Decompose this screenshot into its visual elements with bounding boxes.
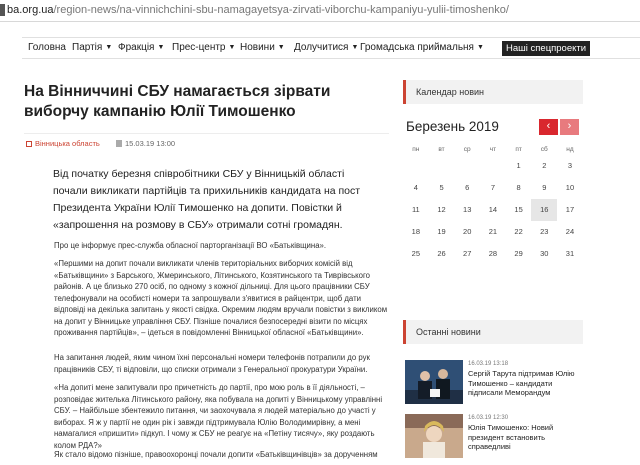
calendar-day[interactable]: 17 [565, 205, 575, 214]
category-icon [26, 141, 32, 147]
calendar-day[interactable]: 22 [514, 227, 523, 236]
calendar-day[interactable]: 1 [516, 161, 521, 170]
calendar-day[interactable]: 7 [490, 183, 495, 192]
calendar-week-row [403, 177, 583, 199]
chevron-down-icon: ▼ [105, 44, 113, 51]
nav-special-projects[interactable]: Наші спецпроекти [502, 41, 590, 56]
chevron-down-icon: ▼ [351, 44, 359, 51]
calendar-day[interactable]: 28 [488, 249, 498, 258]
calendar-day[interactable]: 29 [514, 249, 523, 258]
chevron-down-icon: ▼ [277, 44, 285, 51]
calendar-day[interactable]: 18 [411, 227, 421, 236]
calendar-empty-cell [403, 155, 429, 177]
calendar-day[interactable]: 9 [542, 183, 547, 192]
article-paragraph: Як стало відомо пізніше, правоохоронці почали допити «Батьківщинівців» за дорученням [54, 450, 378, 459]
news-item[interactable] [405, 414, 585, 464]
calendar-day[interactable]: 23 [540, 227, 549, 236]
address-text[interactable] [7, 4, 509, 16]
calendar-day[interactable]: 24 [565, 227, 575, 236]
calendar-week-row [403, 243, 583, 265]
nav-item-home[interactable] [28, 42, 66, 53]
calendar-day[interactable]: 21 [488, 227, 498, 236]
calendar-day[interactable]: 6 [465, 183, 470, 192]
news-headline[interactable]: Сергій Тарута підтримав Юлію Тимошенко – кандидати підписали Меморандум [468, 369, 575, 397]
calendar-day[interactable]: 13 [463, 205, 472, 214]
calendar-prev-button[interactable]: ‹ [539, 119, 558, 135]
article-title: На Вінниччині СБУ намагається зірвати виборчу кампанію Юлії Тимошенко [24, 83, 331, 120]
calendar-icon [116, 140, 122, 147]
calendar-day[interactable]: 8 [516, 183, 521, 192]
nav-item-public-reception[interactable] [360, 42, 484, 53]
calendar-widget-title: Календар новин [403, 80, 583, 104]
calendar-empty-cell [454, 155, 480, 177]
calendar-weekday: нд [566, 146, 574, 153]
nav-item-party[interactable] [72, 42, 112, 53]
nav-item-faction[interactable] [118, 42, 164, 53]
calendar-weekday: чт [489, 146, 497, 153]
calendar-day[interactable]: 19 [437, 227, 446, 236]
nav-item-press-center[interactable] [172, 42, 235, 53]
calendar-weekday: сб [540, 146, 548, 153]
calendar-day[interactable]: 16 [531, 199, 557, 221]
news-thumbnail[interactable] [405, 360, 463, 404]
calendar-week-row [403, 221, 583, 243]
calendar-next-button[interactable]: › [560, 119, 579, 135]
calendar-month: Березень 2019 [406, 119, 499, 134]
news-date: 16.03.19 12:30 [468, 415, 509, 421]
nav-item-label: Громадська приймальня [360, 42, 474, 53]
news-photo-icon [405, 360, 463, 404]
news-date: 16.03.19 13:18 [468, 361, 509, 367]
calendar-day[interactable]: 10 [565, 183, 575, 192]
calendar-weekday: пт [515, 146, 522, 153]
nav-item-label: Фракція [118, 42, 155, 53]
calendar-day[interactable]: 3 [567, 161, 573, 170]
calendar-empty-cell [480, 155, 506, 177]
nav-item-join[interactable] [294, 42, 358, 53]
nav-item-label: Долучитися [294, 42, 349, 53]
nav-item-label: Партія [72, 42, 103, 53]
calendar-empty-cell [429, 155, 455, 177]
article-paragraph: Про це інформує прес-служба обласної парторганізації ВО «Батьківщина». [54, 241, 327, 250]
nav-item-news[interactable] [240, 42, 285, 53]
calendar-day[interactable]: 12 [437, 205, 446, 214]
page-icon [0, 4, 5, 16]
calendar-day[interactable]: 15 [514, 205, 523, 214]
calendar-week-row [403, 155, 583, 177]
article-date: 15.03.19 13:00 [125, 139, 176, 148]
calendar-day[interactable]: 2 [542, 161, 547, 170]
chevron-down-icon: ▼ [228, 44, 236, 51]
article-paragraph: «На допиті мене запитували про причетність до партії, про мою роль в її діяльності, – розповідає жителька Літинського району, яка побувала на допиті у Вінницькому управлінні СБУ. – Найбільше збентежило питання, чи заохочувала я людей матеріально до участі у виборах. Я ж у партії не один рік і завжди підтримувала Юлію Володимирівну, а мені намагалися «пришити» підкуп. І чому ж СБУ не реагує на «Петіну тисячу», яку роздають колом РДА?» [54, 383, 383, 450]
calendar-day[interactable]: 31 [565, 249, 575, 258]
calendar-weekday: вт [438, 146, 445, 153]
calendar-weekday-row [403, 145, 583, 155]
news-headline[interactable]: Юлія Тимошенко: Новий президент встановить справедливі [468, 423, 554, 451]
article-meta [24, 133, 389, 151]
nav-item-label: Прес-центр [172, 42, 226, 53]
chevron-down-icon: ▼ [157, 44, 165, 51]
news-item[interactable] [405, 360, 585, 410]
address-bar[interactable] [0, 0, 640, 22]
calendar-day[interactable]: 20 [463, 227, 472, 236]
address-path: /region-news/na-vinnichchini-sbu-namagayetsya-zirvati-viborchu-kampaniyu-yulii-timoshenko/ [53, 4, 509, 16]
calendar-grid [403, 145, 583, 265]
article-category[interactable]: Вінницька область [35, 139, 100, 148]
article-lead: Від початку березня співробітники СБУ у Вінницькій області почали викликати партійців та прихильників кандидата на пост Президента України Юлії Тимошенко на допити. Повістки й «запрошення на розмову в СБУ» отримали сотні громадян. [53, 168, 361, 231]
calendar-day[interactable]: 4 [413, 183, 418, 192]
chevron-down-icon: ▼ [476, 44, 484, 51]
calendar-day[interactable]: 5 [439, 183, 444, 192]
calendar-weekday: ср [463, 146, 471, 153]
calendar-weekday: пн [412, 146, 420, 153]
nav-item-label: Головна [28, 42, 66, 53]
calendar-day[interactable]: 27 [463, 249, 472, 258]
calendar-week-row [403, 199, 583, 221]
latest-news-title: Останні новини [403, 320, 583, 344]
news-photo-icon [405, 414, 463, 458]
calendar-day[interactable]: 14 [488, 205, 498, 214]
article-paragraph: «Першими на допит почали викликати членів територіальних виборчих комісій від «Батьківщини» з Барського, Жмеринського, Літинського, Козятинського та Тиврівського районів. А це близько 270 осіб, по одному з кожної дільниці. Для цього працівники СБУ телефонували на особисті номери та запрошували з'явитися в райцентри, щоб дати відповіді на декілька запитань у якості свідка. Окремим людям вручали повістки з викликом на допит у Вінницьке управління СБУ. Пізніше почалися безпосередні візити по місцях проживання партійців», – ідеться в повідомленні Вінницької обласної «Батьківщини». [54, 259, 388, 337]
nav-item-label: Новини [240, 42, 275, 53]
calendar-day[interactable]: 25 [411, 249, 421, 258]
address-host: ba.org.ua [7, 4, 54, 16]
news-thumbnail[interactable] [405, 414, 463, 458]
article-paragraph: На запитання людей, яким чином їхні персональні номери телефонів потрапили до рук працівників СБУ, ті відповіли, що списки отримали з Генеральної прокуратури України. [54, 353, 370, 374]
main-nav [22, 37, 640, 59]
calendar-day[interactable]: 30 [540, 249, 549, 258]
calendar-day[interactable]: 11 [411, 205, 420, 214]
calendar-day[interactable]: 26 [437, 249, 446, 258]
